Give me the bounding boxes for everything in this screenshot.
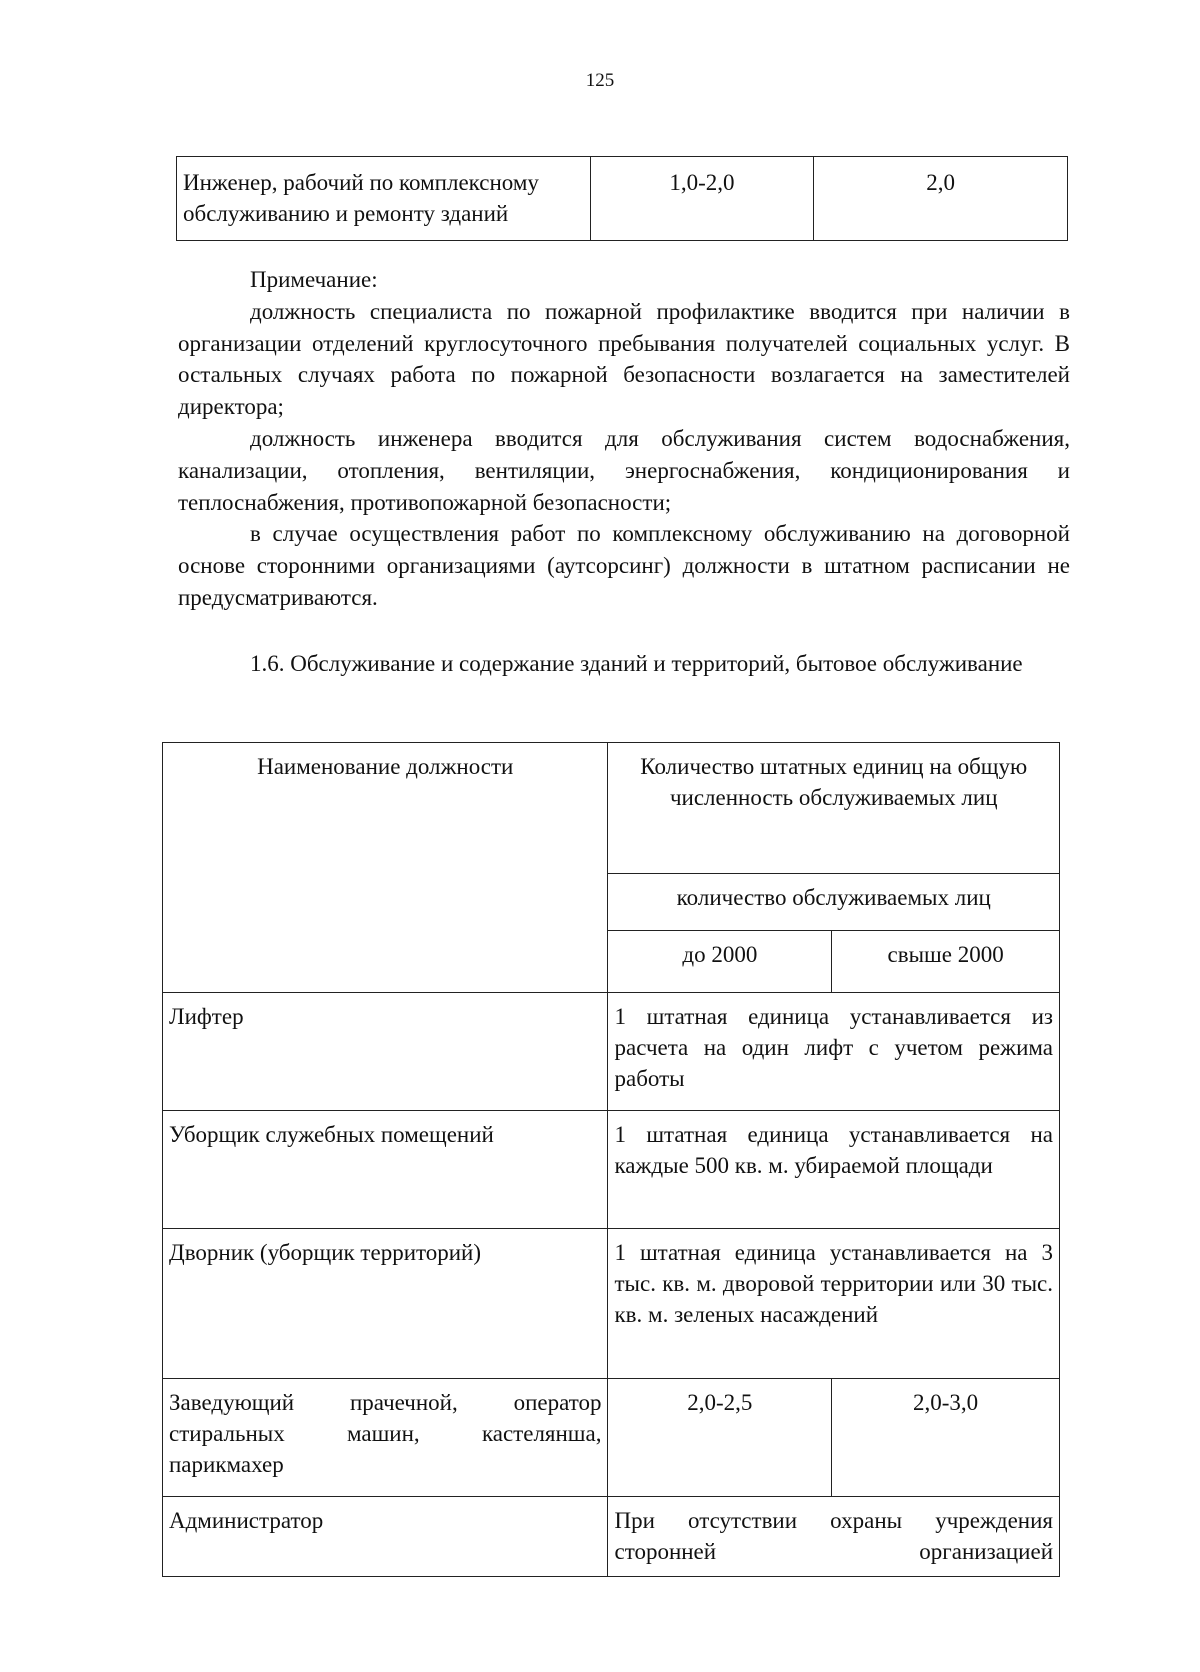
note-paragraph: в случае осуществления работ по комплексному обслуживанию на договорной основе сторонними организациями (аутсорсинг) должности в штатном расписании не предусматриваются.: [178, 521, 1070, 610]
page-number: 125: [585, 70, 615, 91]
value-cell: 2,0: [814, 157, 1068, 241]
value-cell: 1 штатная единица устанавливается на каждые 500 кв. м. убираемой площади: [608, 1111, 1060, 1229]
value-cell: 1,0-2,0: [590, 157, 814, 241]
value-cell: 2,0-2,5: [608, 1379, 832, 1497]
position-cell: Администратор: [163, 1497, 608, 1577]
header-over: свыше 2000: [832, 931, 1060, 993]
note-paragraph: должность специалиста по пожарной профилактике вводится при наличии в организации отделений круглосуточного пребывания получателей социальных услуг. В остальных случаях работа по пожарной безопасности возлагается на заместителей директора;: [178, 298, 1070, 420]
header-row: [163, 743, 1060, 874]
section-heading-block: [178, 648, 1070, 680]
header-staff-units: Количество штатных единиц на общую численность обслуживаемых лиц: [608, 743, 1060, 874]
value-cell: 2,0-3,0: [832, 1379, 1060, 1497]
header-up-to: до 2000: [608, 931, 832, 993]
header-position: Наименование должности: [163, 743, 608, 993]
position-cell: Инженер, рабочий по комплексному обслуживанию и ремонту зданий: [177, 157, 591, 241]
position-cell: Уборщик служебных помещений: [163, 1111, 608, 1229]
note-paragraph: должность инженера вводится для обслуживания систем водоснабжения, канализации, отопления, вентиляции, энергоснабжения, кондиционирования и теплоснабжения, противопожарной безопасности;: [178, 425, 1070, 515]
value-cell: 1 штатная единица устанавливается из расчета на один лифт с учетом режима работы: [608, 993, 1060, 1111]
note-block: [178, 264, 1070, 614]
value-cell: 1 штатная единица устанавливается на 3 тыс. кв. м. дворовой территории или 30 тыс. кв. м. зеленых насаждений: [608, 1229, 1060, 1379]
table-row: [163, 993, 1060, 1111]
position-cell: Заведующий прачечной, оператор стиральных машин, кастелянша, парикмахер: [163, 1379, 608, 1497]
table-row: [163, 1111, 1060, 1229]
section-heading: 1.6. Обслуживание и содержание зданий и территорий, бытовое обслуживание: [250, 651, 1023, 676]
staff-table-continuation: [176, 156, 1068, 241]
table-row: [177, 157, 1068, 241]
table-row: [163, 1229, 1060, 1379]
table-row: [163, 1497, 1060, 1577]
table-row: [163, 1379, 1060, 1497]
position-cell: Лифтер: [163, 993, 608, 1111]
value-cell: При отсутствии охраны учреждения сторонней организацией: [608, 1497, 1060, 1577]
staff-table-main: [162, 742, 1060, 1577]
header-served-count: количество обслуживаемых лиц: [608, 873, 1060, 931]
position-cell: Дворник (уборщик территорий): [163, 1229, 608, 1379]
note-title: Примечание:: [250, 267, 378, 292]
